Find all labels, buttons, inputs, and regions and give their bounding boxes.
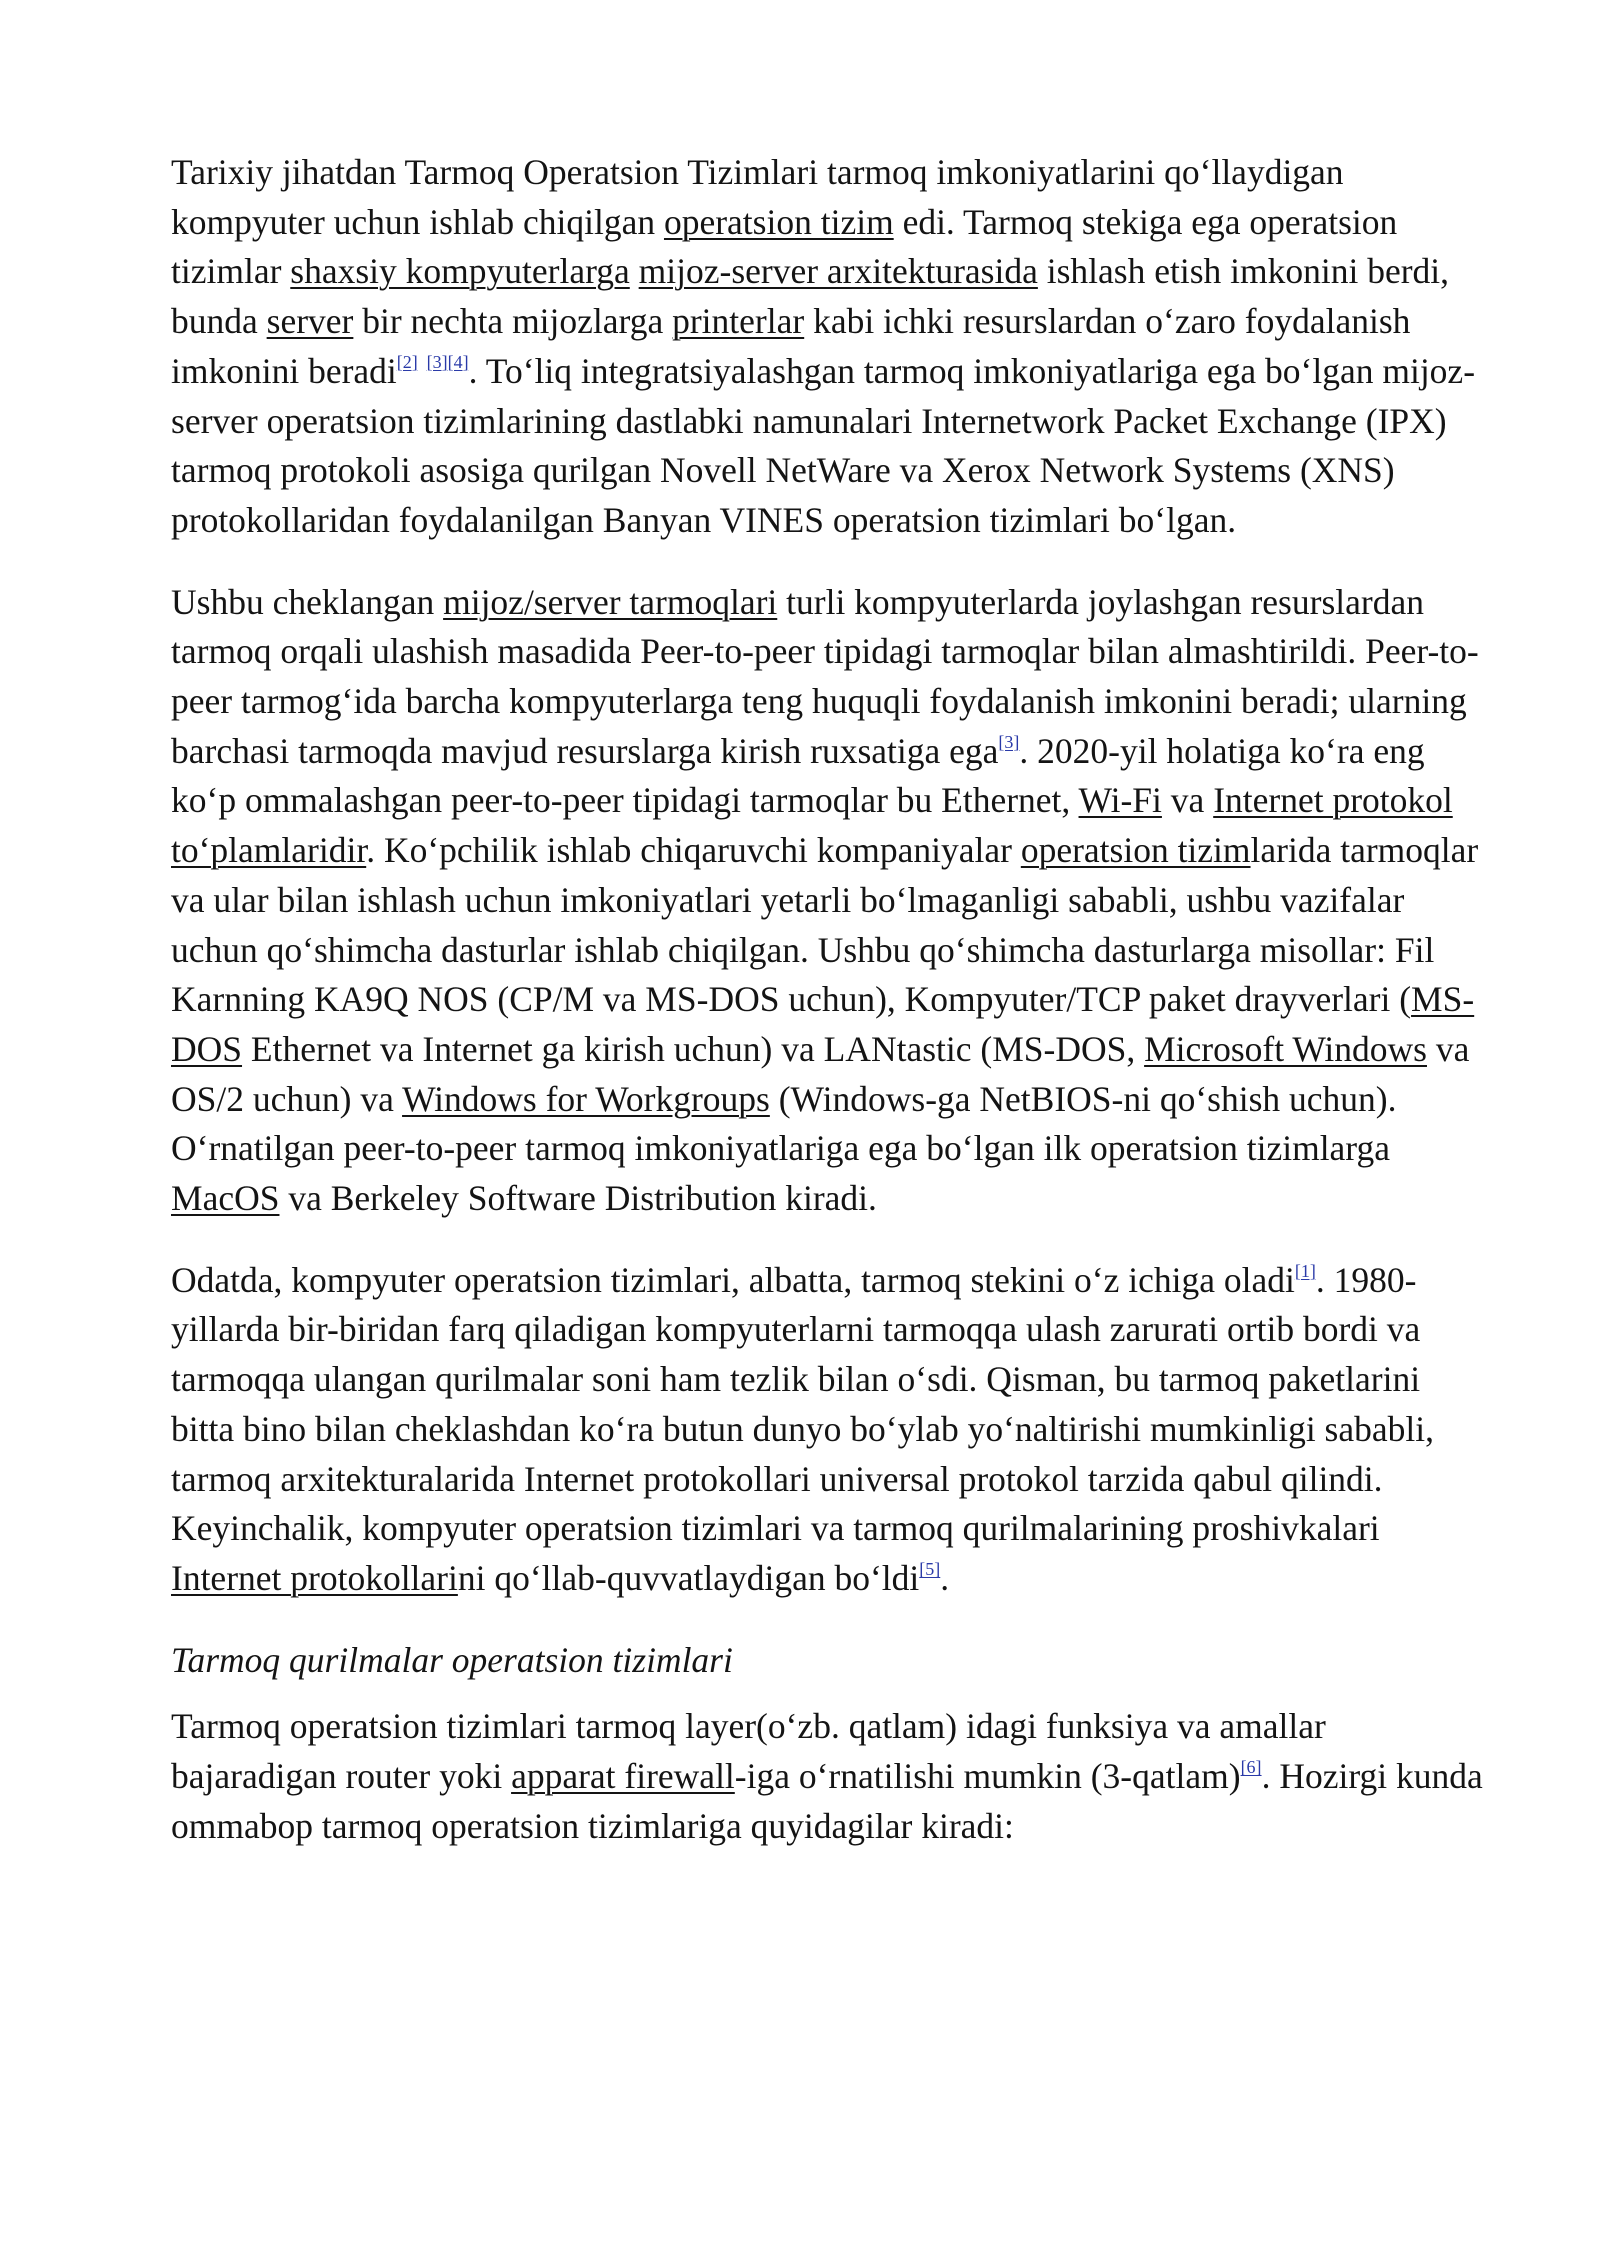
paragraph-text: Ushbu cheklangan <box>171 581 444 622</box>
paragraph-text: edi. Tarmoq stekiga ega operatsion tizimlar <box>171 201 1398 292</box>
reference-4 <box>448 352 469 372</box>
paragraph-peer-to-peer <box>171 578 1491 1224</box>
section-heading: Tarmoq qurilmalar operatsion tizimlari <box>171 1639 733 1680</box>
paragraph-text: Tarmoq operatsion tizimlari tarmoq layer(o‘zb. qatlam) idagi funksiya va amallar bajaradigan router yoki <box>171 1706 1326 1797</box>
paragraph-text: va <box>1161 780 1214 821</box>
link-operatsion-tizim[interactable]: operatsion tizim <box>663 201 894 242</box>
paragraph-text: va Berkeley Software Distribution kiradi. <box>279 1178 877 1219</box>
paragraph-text: Tarixiy jihatdan Tarmoq Operatsion Tizimlari tarmoq imkoniyatlarini qo‘llaydigan kompyuter uchun ishlab chiqilgan <box>171 152 1344 242</box>
paragraph-text: larida tarmoqlar va ular bilan ishlash uchun imkoniyatlari yetarli bo‘lmaganligi sababli, ushbu vazifalar uchun qo‘shimcha dasturlar ishlab chiqilgan. Ushbu qo‘shimcha dasturlarga misollar: Fil Karnning KA9Q NOS (CP/M va MS-DOS uchun), Kompyuter/TCP paket drayverlari ( <box>171 830 1479 1020</box>
paragraph-history <box>171 148 1491 546</box>
paragraph-text: ni qo‘llab-quvvatlaydigan bo‘ldi <box>457 1557 920 1598</box>
link-microsoft-windows[interactable]: Microsoft Windows <box>1144 1028 1427 1069</box>
reference-link[interactable]: [3] <box>998 731 1020 752</box>
reference-link[interactable]: [2] <box>396 351 418 372</box>
link-server[interactable]: server <box>266 301 354 342</box>
reference-5 <box>919 1559 940 1579</box>
link-internet-protokol[interactable]: Internet protokol to‘plamlaridir <box>171 780 1453 871</box>
article-body <box>171 148 1491 1884</box>
link-macos[interactable]: MacOS <box>171 1178 280 1219</box>
reference-3 <box>427 352 448 372</box>
paragraph-text: Odatda, kompyuter operatsion tizimlari, albatta, tarmoq stekini o‘z ichiga oladi <box>171 1259 1295 1300</box>
link-operatsion-tizim[interactable]: operatsion tizim <box>1020 830 1251 871</box>
reference-link[interactable]: [5] <box>919 1558 941 1579</box>
link-printerlar[interactable]: printerlar <box>672 301 805 342</box>
link-mijoz-server-tarmoqlari[interactable]: mijoz/server tarmoqlari <box>443 581 778 622</box>
paragraph-text: (Windows-ga NetBIOS-ni qo‘shish uchun). O‘rnatilgan peer-to-peer tarmoq imkoniyatlariga ega bo‘lgan ilk operatsion tizimlarga <box>171 1078 1397 1169</box>
reference-link[interactable]: [3] <box>426 351 448 372</box>
paragraph-text: . 1980-yillarda bir-biridan farq qiladigan kompyuterlarni tarmoqqa ulash zarurati ortib bordi va tarmoqqa ulangan qurilmalar soni ham tezlik bilan o‘sdi. Qisman, bu tarmoq paketlarini bitta bino bilan cheklashdan ko‘ra butun dunyo bo‘ylab yo‘naltirishi mumkinligi sababli, tarmoq arxitekturalarida Internet protokollari universal protokol tarzida qabul qilindi. Keyinchalik, kompyuter operatsion tizimlari va tarmoq qurilmalarining proshivkalari <box>171 1259 1434 1549</box>
reference-link[interactable]: [6] <box>1240 1757 1262 1778</box>
paragraph-text: turli kompyuterlarda joylashgan resurslardan tarmoq orqali ulashish masadida Peer-to-peer tipidagi tarmoqlar bilan almashtirildi. Peer-to-peer tarmog‘ida barcha kompyuterlarga teng huquqli foydalanish imkonini beradi; ularning barchasi tarmoqda mavjud resurslarga kirish ruxsatiga ega <box>171 581 1479 771</box>
paragraph-text <box>418 351 427 391</box>
reference-1 <box>1295 1261 1316 1281</box>
paragraph-text: -iga o‘rnatilishi mumkin (3-qatlam) <box>734 1756 1241 1797</box>
reference-3 <box>998 732 1019 752</box>
paragraph-text: kabi ichki resurslardan o‘zaro foydalanish imkonini beradi <box>171 301 1411 391</box>
reference-2 <box>397 352 418 372</box>
paragraph-network-stack <box>171 1256 1491 1604</box>
reference-6 <box>1241 1757 1262 1777</box>
paragraph-text: . Hozirgi kunda ommabop tarmoq operatsion tizimlariga quyidagilar kiradi: <box>171 1756 1483 1846</box>
paragraph-text <box>630 251 639 291</box>
paragraph-text: bir nechta mijozlarga <box>353 301 673 342</box>
link-mijoz-server-arxitekturasida[interactable]: mijoz-server arxitekturasida <box>638 251 1038 292</box>
paragraph-text: . 2020-yil holatiga ko‘ra eng ko‘p ommalashgan peer-to-peer tipidagi tarmoqlar bu Ethernet, <box>171 730 1425 821</box>
reference-link[interactable]: [1] <box>1294 1260 1316 1281</box>
link-ms-dos[interactable]: MS-DOS <box>171 979 1475 1069</box>
paragraph-text: . <box>940 1557 950 1598</box>
paragraph-network-devices <box>171 1702 1491 1851</box>
paragraph-text: . To‘liq integratsiyalashgan tarmoq imkoniyatlariga ega bo‘lgan mijoz-server operatsion tizimlarining dastlabki namunalari Internetwork Packet Exchange (IPX) tarmoq protokoli asosiga qurilgan Novell NetWare va Xerox Network Systems (XNS) protokollaridan foydalanilgan Banyan VINES operatsion tizimlari bo‘lgan. <box>171 350 1476 540</box>
paragraph-text: va OS/2 uchun) va <box>171 1028 1470 1119</box>
paragraph-text: Ethernet va Internet ga kirish uchun) va LANtastic (MS-DOS, <box>242 1028 1145 1069</box>
link-internet-protokollari[interactable]: Internet protokollari <box>171 1557 458 1598</box>
link-apparat-firewall[interactable]: apparat firewall <box>511 1756 735 1797</box>
paragraph-text: ishlash etish imkonini berdi, bunda <box>171 251 1450 342</box>
link-windows-for-workgroups[interactable]: Windows for Workgroups <box>402 1078 770 1119</box>
paragraph-text: . Ko‘pchilik ishlab chiqaruvchi kompaniyalar <box>366 830 1021 871</box>
link-wi-fi[interactable]: Wi-Fi <box>1078 780 1162 821</box>
reference-link[interactable]: [4] <box>447 351 469 372</box>
link-shaxsiy-kompyuterlarga[interactable]: shaxsiy kompyuterlarga <box>290 251 630 292</box>
